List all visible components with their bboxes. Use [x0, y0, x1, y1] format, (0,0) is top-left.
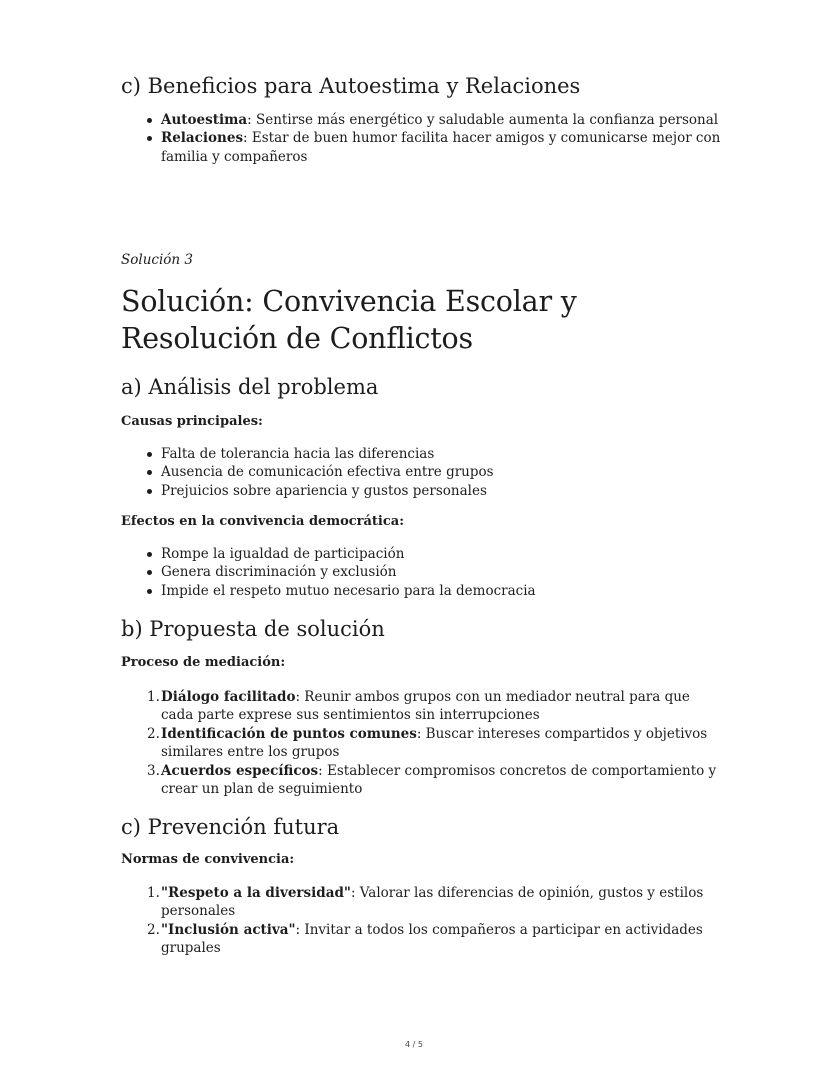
norms-list-block [121, 884, 721, 958]
list-item [121, 129, 721, 166]
process-label: Proceso de mediación: [121, 655, 286, 670]
analysis-heading-block [121, 373, 721, 401]
page-title: Solución: Convivencia Escolar y Resolución de Conflictos [121, 285, 577, 355]
norms-label: Normas de convivencia: [121, 852, 295, 867]
list-item-number: 1. [147, 885, 160, 901]
list-item [121, 111, 721, 129]
list-item [121, 725, 721, 762]
list-item: Rompe la igualdad de participación [121, 545, 721, 563]
list-item-text: : Reunir ambos grupos con un mediador neutral para que cada parte exprese sus sentimientos sin interrupciones [161, 689, 690, 724]
norms-list [121, 884, 721, 958]
list-item-term: Diálogo facilitado [161, 689, 296, 705]
list-item-number: 3. [147, 762, 160, 779]
list-item-number: 2. [147, 725, 160, 742]
list-item-term: Relaciones [161, 130, 244, 147]
list-item [121, 762, 721, 799]
list-item [121, 921, 721, 958]
list-item: Impide el respeto mutuo necesario para la democracia [121, 582, 721, 600]
steps-list [121, 688, 721, 798]
list-item-number: 1. [147, 689, 160, 705]
list-item-number: 2. [147, 921, 160, 938]
causes-list [121, 445, 721, 500]
effects-list [121, 545, 721, 600]
list-item-text: : Invitar a todos los compañeros a participar en actividades grupales [161, 921, 703, 957]
list-item-text: : Estar de buen humor facilita hacer amigos y comunicarse mejor con familia y compañeros [161, 130, 721, 165]
benefits-heading: c) Beneficios para Autoestima y Relaciones [121, 74, 581, 98]
solution-label: Solución 3 [121, 252, 193, 268]
benefits-list [121, 111, 721, 166]
solution-title-block [121, 283, 721, 357]
list-item-term: Acuerdos específicos [161, 762, 319, 779]
list-item-text: : Valorar las diferencias de opinión, gustos y estilos personales [161, 885, 704, 920]
list-item-text: : Establecer compromisos concretos de comportamiento y crear un plan de seguimiento [161, 762, 717, 798]
steps-list-block [121, 688, 721, 798]
list-item-text: : Sentirse más energético y saludable aumenta la confianza personal [247, 112, 719, 128]
list-item: Falta de tolerancia hacia las diferencias [121, 445, 721, 463]
proposal-heading: b) Propuesta de solución [121, 617, 385, 641]
list-item-term: "Respeto a la diversidad" [161, 885, 351, 901]
prevention-heading: c) Prevención futura [121, 815, 340, 839]
list-item-term: Autoestima [161, 112, 248, 128]
causes-label: Causas principales: [121, 414, 263, 429]
effects-label: Efectos en la convivencia democrática: [121, 514, 405, 529]
benefits-list-block [121, 111, 721, 166]
list-item: Genera discriminación y exclusión [121, 563, 721, 581]
list-item [121, 688, 721, 725]
list-item-text: : Buscar intereses compartidos y objetivos similares entre los grupos [161, 725, 708, 761]
analysis-heading: a) Análisis del problema [121, 375, 379, 399]
list-item-term: "Inclusión activa" [161, 921, 296, 938]
benefits-section [121, 72, 721, 100]
page-number: 4 / 5 [405, 1040, 423, 1049]
list-item: Ausencia de comunicación efectiva entre grupos [121, 463, 721, 481]
effects-list-block [121, 545, 721, 600]
prevention-heading-block [121, 813, 721, 841]
proposal-heading-block [121, 615, 721, 643]
list-item [121, 884, 721, 921]
list-item-term: Identificación de puntos comunes [161, 725, 417, 742]
causes-list-block [121, 445, 721, 500]
list-item: Prejuicios sobre apariencia y gustos personales [121, 482, 721, 500]
